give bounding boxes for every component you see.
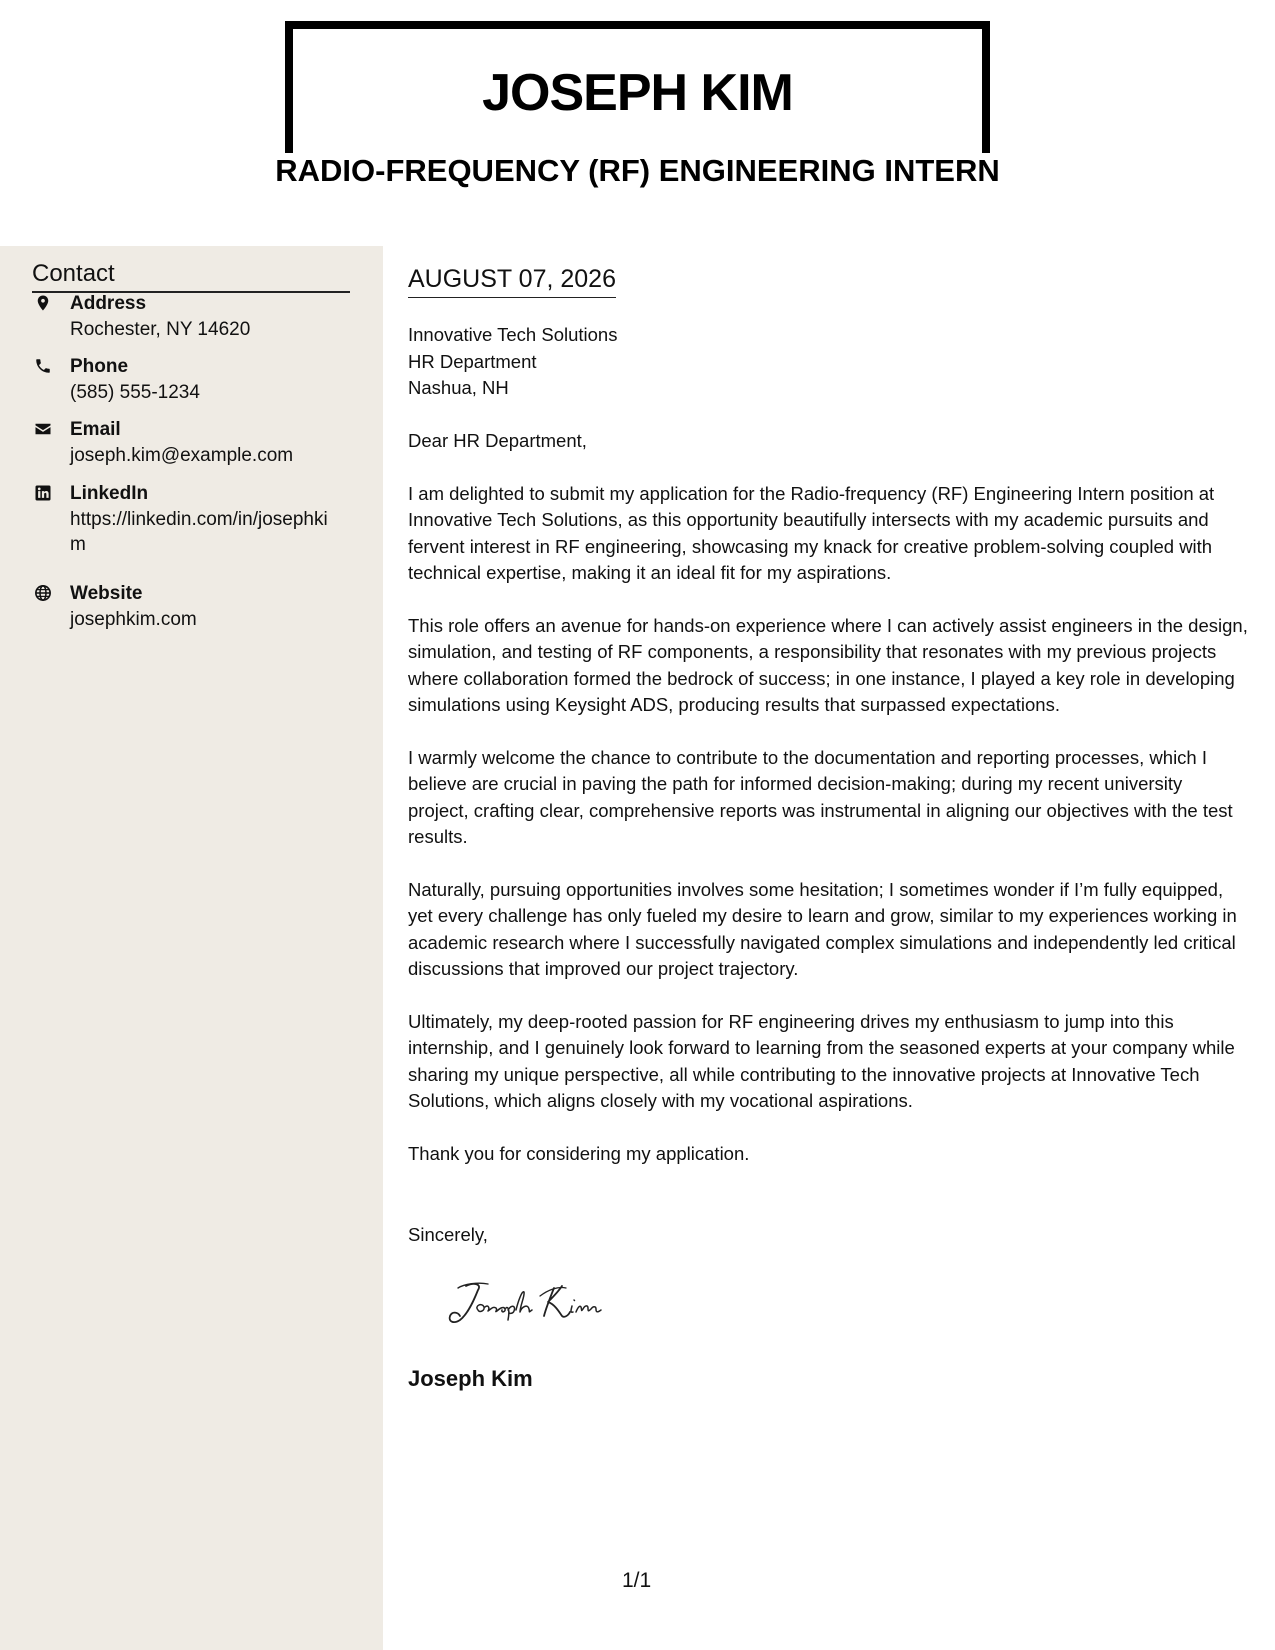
email-value[interactable]: joseph.kim@example.com xyxy=(70,445,294,466)
closing: Sincerely, xyxy=(408,1224,488,1245)
body-paragraph: I warmly welcome the chance to contribute to the documentation and reporting processes, which I believe are crucial in paving the path for informed decision-making; during my recent university project, crafting clear, comprehensive reports was instrumental in aligning our objectives with the test results. xyxy=(408,746,1233,847)
contact-sidebar xyxy=(0,246,383,1650)
letter-date: AUGUST 07, 2026 xyxy=(408,264,616,298)
recipient-location: Nashua, NH xyxy=(408,377,509,398)
recipient-company: Innovative Tech Solutions xyxy=(408,324,618,345)
letter-header xyxy=(0,0,1275,246)
linkedin-icon xyxy=(34,484,52,502)
letter-text xyxy=(408,428,1248,1193)
phone-value[interactable]: (585) 555-1234 xyxy=(70,382,200,403)
contact-label: LinkedIn xyxy=(70,483,149,504)
signer-name: Joseph Kim xyxy=(408,1366,533,1391)
contact-heading: Contact xyxy=(32,260,350,293)
body-paragraph: Naturally, pursuing opportunities involves some hesitation; I sometimes wonder if I’m fully equipped, yet every challenge has only fueled my desire to learn and grow, similar to my experiences working in academic research where I successfully navigated complex simulations and independently led critical discussions that improved our project trajectory. xyxy=(408,878,1237,979)
page-number: 1/1 xyxy=(622,1569,652,1592)
globe-icon xyxy=(34,584,52,602)
handwritten-signature xyxy=(444,1276,644,1332)
thank-you-line: Thank you for considering my application. xyxy=(408,1142,750,1164)
recipient-block xyxy=(408,322,617,402)
envelope-icon xyxy=(34,420,52,438)
body-paragraph: Ultimately, my deep-rooted passion for RF engineering drives my enthusiasm to jump into this internship, and I genuinely look forward to learning from the seasoned experts at your company while sharing my unique perspective, all while contributing to the innovative projects at Innovative Tech Solutions, which aligns closely with my vocational aspirations. xyxy=(408,1010,1235,1111)
contact-label: Email xyxy=(70,419,121,440)
body-paragraph: This role offers an avenue for hands-on experience where I can actively assist engineers in the design, simulation, and testing of RF components, a responsibility that resonates with my previous projects where collaboration formed the bedrock of success; in one instance, I played a key role in developing simulations using Keysight ADS, producing results that surpassed expectations. xyxy=(408,614,1248,715)
contact-label: Website xyxy=(70,583,143,604)
address-value: Rochester, NY 14620 xyxy=(70,319,251,340)
job-title: RADIO-FREQUENCY (RF) ENGINEERING INTERN xyxy=(275,153,1000,188)
name-frame xyxy=(285,21,990,153)
phone-icon xyxy=(34,357,52,375)
website-value[interactable]: josephkim.com xyxy=(70,609,197,630)
recipient-department: HR Department xyxy=(408,350,537,372)
body-paragraph: I am delighted to submit my application for the Radio-frequency (RF) Engineering Intern position at Innovative Tech Solutions, as this opportunity beautifully intersects with my academic pursuits and fervent interest in RF engineering, showcasing my knack for creative problem-solving coupled with technical expertise, making it an ideal fit for my aspirations. xyxy=(408,482,1215,583)
contact-label: Phone xyxy=(70,356,129,377)
salutation: Dear HR Department, xyxy=(408,430,587,451)
contact-label: Address xyxy=(70,293,147,314)
applicant-name: JOSEPH KIM xyxy=(482,64,793,122)
linkedin-value[interactable]: https://linkedin.com/in/josephkim xyxy=(70,509,328,555)
map-pin-icon xyxy=(34,294,52,312)
